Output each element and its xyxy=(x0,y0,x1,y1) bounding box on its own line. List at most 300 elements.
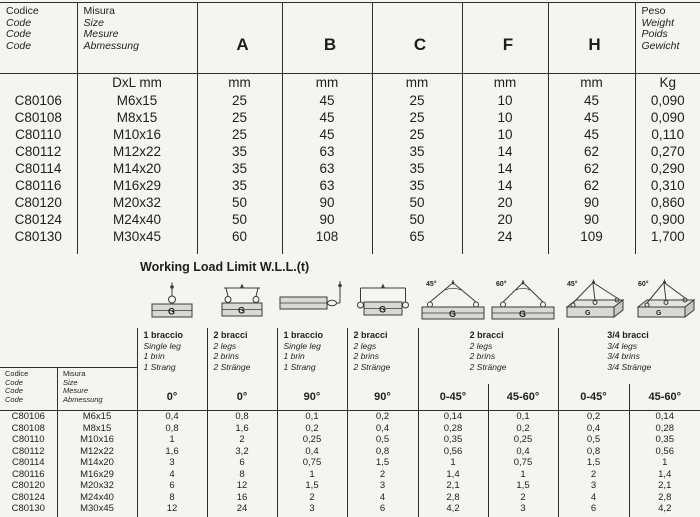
value-cell: 1 xyxy=(277,469,347,481)
value-cell: 0,1 xyxy=(488,411,558,423)
filler-cell xyxy=(77,245,197,254)
svg-text:G: G xyxy=(655,310,661,317)
size-cell: M30x45 xyxy=(57,503,137,515)
codice-header xyxy=(0,3,77,74)
value-cell: 14 xyxy=(462,160,548,177)
value-cell: 90 xyxy=(282,194,372,211)
table-row xyxy=(0,211,700,228)
size-cell: M10x16 xyxy=(77,126,197,143)
leg-label-6 xyxy=(558,328,700,384)
header-line: Code xyxy=(5,394,23,404)
value-cell: 4,2 xyxy=(418,503,488,515)
angle-header-cell: 90° xyxy=(277,384,347,411)
sling-single-leg-90deg-icon xyxy=(277,277,347,323)
value-cell: 2,8 xyxy=(629,492,700,504)
size-cell: M16x29 xyxy=(57,469,137,481)
value-cell: 1 xyxy=(629,457,700,469)
value-cell: 24 xyxy=(207,503,277,515)
table-filler-row xyxy=(0,245,700,254)
value-cell: 35 xyxy=(197,143,282,160)
units-empty-cell xyxy=(0,74,77,93)
value-cell: 0,270 xyxy=(635,143,700,160)
diagram-two-leg-45deg xyxy=(418,277,488,328)
header-line: Mesure xyxy=(83,28,119,40)
value-cell: 25 xyxy=(197,92,282,109)
value-cell: 2 xyxy=(277,492,347,504)
leg-label-3 xyxy=(277,328,347,384)
diagram-empty-cell xyxy=(0,277,137,328)
leg-label-1 xyxy=(137,328,207,384)
value-cell: 25 xyxy=(197,126,282,143)
wll-table xyxy=(0,277,700,517)
wll-diagram-row xyxy=(0,277,700,328)
header-line: 2 brins xyxy=(213,351,240,361)
value-cell: 3 xyxy=(137,457,207,469)
value-cell: 35 xyxy=(372,160,462,177)
value-cell: 35 xyxy=(197,160,282,177)
table-row xyxy=(0,411,700,423)
angle-header-cell: 90° xyxy=(347,384,418,411)
value-cell: 0,8 xyxy=(207,411,277,423)
value-cell: 1,5 xyxy=(558,457,629,469)
value-cell: 90 xyxy=(548,211,635,228)
value-cell: 50 xyxy=(197,194,282,211)
misura-header xyxy=(77,3,197,74)
value-cell: 45 xyxy=(548,92,635,109)
value-cell: 1 xyxy=(137,434,207,446)
header-line: 2 bracci xyxy=(353,330,388,340)
diagram-multi-leg-45deg xyxy=(558,277,629,328)
table-row xyxy=(0,228,700,245)
header-line: 1 braccio xyxy=(143,330,184,340)
column-header-a: A xyxy=(197,3,282,74)
dimension-table xyxy=(0,2,700,254)
code-cell: C80130 xyxy=(14,229,62,244)
code-cell: C80124 xyxy=(14,212,62,227)
value-cell: 1,5 xyxy=(277,480,347,492)
value-cell: 0,2 xyxy=(347,411,418,423)
value-cell: 3 xyxy=(488,503,558,515)
value-cell: 2,1 xyxy=(629,480,700,492)
svg-text:G: G xyxy=(449,309,457,319)
value-cell: 14 xyxy=(462,143,548,160)
value-cell: 0,2 xyxy=(277,423,347,435)
table-row xyxy=(0,126,700,143)
value-cell: 65 xyxy=(372,228,462,245)
value-cell: 0,090 xyxy=(635,109,700,126)
svg-text:G: G xyxy=(378,304,386,315)
header-line: Size xyxy=(83,16,104,29)
value-cell: 16 xyxy=(207,492,277,504)
header-line: Size xyxy=(63,377,78,387)
code-cell: C80116 xyxy=(15,178,62,193)
size-cell: M8x15 xyxy=(77,109,197,126)
filler-cell xyxy=(0,245,77,254)
value-cell: 0,35 xyxy=(418,434,488,446)
wll-title: Working Load Limit W.L.L.(t) xyxy=(140,260,310,274)
header-line: Codice xyxy=(6,5,39,17)
code-cell: C80108 xyxy=(14,110,62,125)
header-line: Misura xyxy=(63,369,86,378)
sling-multi-leg-60deg-icon xyxy=(630,277,700,323)
code-cell: C80114 xyxy=(11,457,45,468)
size-cell: M14x20 xyxy=(77,160,197,177)
units-mm-f: mm xyxy=(462,74,548,93)
value-cell: 0,8 xyxy=(347,446,418,458)
column-header-h: H xyxy=(548,3,635,74)
value-cell: 0,4 xyxy=(347,423,418,435)
value-cell: 2,8 xyxy=(418,492,488,504)
table-row xyxy=(0,503,700,515)
value-cell: 0,860 xyxy=(635,194,700,211)
column-header-b: B xyxy=(282,3,372,74)
value-cell: 3 xyxy=(277,503,347,515)
value-cell: 63 xyxy=(282,177,372,194)
value-cell: 0,28 xyxy=(418,423,488,435)
svg-text:45°: 45° xyxy=(426,281,437,288)
code-cell: C80110 xyxy=(11,434,45,445)
peso-header xyxy=(635,3,700,74)
size-cell: M20x32 xyxy=(77,194,197,211)
value-cell: 6 xyxy=(347,503,418,515)
angle-header-cell: 45-60° xyxy=(629,384,700,411)
table-row xyxy=(0,446,700,458)
value-cell: 0,56 xyxy=(629,446,700,458)
value-cell: 0,28 xyxy=(629,423,700,435)
code-cell: C80112 xyxy=(15,144,62,159)
value-cell: 0,8 xyxy=(558,446,629,458)
value-cell: 63 xyxy=(282,143,372,160)
header-line: Single leg xyxy=(143,340,181,351)
value-cell: 2 xyxy=(488,492,558,504)
value-cell: 6 xyxy=(207,457,277,469)
value-cell: 0,310 xyxy=(635,177,700,194)
value-cell: 50 xyxy=(372,194,462,211)
value-cell: 62 xyxy=(548,160,635,177)
value-cell: 0,25 xyxy=(277,434,347,446)
code-cell: C80120 xyxy=(11,480,45,491)
value-cell: 62 xyxy=(548,143,635,160)
header-line: Code xyxy=(5,386,23,395)
value-cell: 0,1 xyxy=(277,411,347,423)
angle-header-cell: 0-45° xyxy=(418,384,488,411)
value-cell: 4,2 xyxy=(629,503,700,515)
value-cell: 10 xyxy=(462,109,548,126)
leg-label-2 xyxy=(207,328,277,384)
header-line: Mesure xyxy=(63,386,89,395)
diagram-single-leg-90deg xyxy=(277,277,347,328)
leg-label-6-text xyxy=(607,330,651,372)
value-cell: 1 xyxy=(418,457,488,469)
header-line: Poids xyxy=(641,28,668,40)
table-row xyxy=(0,160,700,177)
sling-two-leg-0deg-icon xyxy=(207,277,277,323)
leg-label-5-text xyxy=(470,330,507,372)
table-row xyxy=(0,457,700,469)
value-cell: 4 xyxy=(137,469,207,481)
header-line: 2 Stränge xyxy=(469,361,507,372)
value-cell: 20 xyxy=(462,194,548,211)
size-cell: M8x15 xyxy=(57,423,137,435)
table-row xyxy=(0,109,700,126)
value-cell: 2 xyxy=(558,469,629,481)
value-cell: 4 xyxy=(558,492,629,504)
value-cell: 35 xyxy=(372,143,462,160)
size-cell: M6x15 xyxy=(57,411,137,423)
header-line: 2 bracci xyxy=(469,330,504,340)
value-cell: 0,2 xyxy=(488,423,558,435)
header-line: 2 bracci xyxy=(213,330,248,340)
size-cell: M20x32 xyxy=(57,480,137,492)
diagram-two-leg-60deg xyxy=(488,277,558,328)
size-cell: M10x16 xyxy=(57,434,137,446)
value-cell: 25 xyxy=(372,92,462,109)
header-line: Code xyxy=(6,28,32,40)
value-cell: 63 xyxy=(282,160,372,177)
svg-text:G: G xyxy=(168,306,176,317)
header-line: Single leg xyxy=(283,340,321,351)
wll-left-header xyxy=(0,328,137,411)
header-line: Code xyxy=(6,16,32,29)
code-cell: C80110 xyxy=(15,127,62,142)
value-cell: 3,2 xyxy=(207,446,277,458)
table-row xyxy=(0,92,700,109)
value-cell: 10 xyxy=(462,126,548,143)
value-cell: 0,8 xyxy=(137,423,207,435)
value-cell: 45 xyxy=(282,109,372,126)
filler-cell xyxy=(282,245,372,254)
angle-header-cell: 0° xyxy=(207,384,277,411)
units-mm-b: mm xyxy=(282,74,372,93)
sling-two-leg-60deg-icon xyxy=(488,277,558,323)
diagram-two-leg-0deg xyxy=(207,277,277,328)
svg-text:60°: 60° xyxy=(496,281,507,288)
filler-cell xyxy=(197,245,282,254)
value-cell: 1,4 xyxy=(418,469,488,481)
size-cell: M12x22 xyxy=(57,446,137,458)
angle-header-cell: 0-45° xyxy=(558,384,629,411)
dimension-table-header-row xyxy=(0,3,700,74)
value-cell: 0,75 xyxy=(277,457,347,469)
column-header-f: F xyxy=(462,3,548,74)
code-cell: C80106 xyxy=(11,411,45,422)
value-cell: 2,1 xyxy=(418,480,488,492)
table-row xyxy=(0,177,700,194)
header-line: Weight xyxy=(641,16,674,29)
header-line: Abmessung xyxy=(83,39,139,52)
units-mm-c: mm xyxy=(372,74,462,93)
value-cell: 0,4 xyxy=(277,446,347,458)
value-cell: 4 xyxy=(347,492,418,504)
value-cell: 0,5 xyxy=(558,434,629,446)
size-cell: M16x29 xyxy=(77,177,197,194)
value-cell: 6 xyxy=(558,503,629,515)
value-cell: 0,56 xyxy=(418,446,488,458)
diagram-single-leg-0deg xyxy=(137,277,207,328)
table-row xyxy=(0,469,700,481)
value-cell: 1,6 xyxy=(207,423,277,435)
sling-two-leg-90deg-icon xyxy=(348,277,418,323)
value-cell: 0,4 xyxy=(137,411,207,423)
value-cell: 8 xyxy=(207,469,277,481)
units-kg: Kg xyxy=(635,74,700,93)
diagram-two-leg-90deg xyxy=(347,277,418,328)
value-cell: 0,35 xyxy=(629,434,700,446)
column-header-c: C xyxy=(372,3,462,74)
units-mm-h: mm xyxy=(548,74,635,93)
header-line: 2 Stränge xyxy=(353,361,391,372)
code-cell: C80130 xyxy=(11,503,45,514)
value-cell: 62 xyxy=(548,177,635,194)
value-cell: 25 xyxy=(372,109,462,126)
code-cell: C80124 xyxy=(11,491,45,503)
code-cell: C80120 xyxy=(14,195,62,210)
value-cell: 0,75 xyxy=(488,457,558,469)
code-cell: C80108 xyxy=(11,422,45,434)
value-cell: 1,4 xyxy=(629,469,700,481)
header-line: 1 Strang xyxy=(283,361,316,372)
value-cell: 2 xyxy=(347,469,418,481)
header-line: 3/4 brins xyxy=(607,351,640,361)
table-row xyxy=(0,480,700,492)
value-cell: 0,110 xyxy=(635,126,700,143)
value-cell: 12 xyxy=(207,480,277,492)
value-cell: 1 xyxy=(488,469,558,481)
value-cell: 50 xyxy=(372,211,462,228)
units-dxl: DxL mm xyxy=(77,74,197,93)
table-row xyxy=(0,492,700,504)
value-cell: 14 xyxy=(462,177,548,194)
filler-cell xyxy=(462,245,548,254)
filler-cell xyxy=(548,245,635,254)
value-cell: 0,4 xyxy=(558,423,629,435)
value-cell: 35 xyxy=(372,177,462,194)
value-cell: 3 xyxy=(347,480,418,492)
filler-cell xyxy=(635,245,700,254)
size-cell: M6x15 xyxy=(77,92,197,109)
value-cell: 90 xyxy=(282,211,372,228)
size-cell: M30x45 xyxy=(77,228,197,245)
sling-two-leg-45deg-icon xyxy=(418,277,488,323)
svg-text:G: G xyxy=(584,310,590,317)
sling-multi-leg-45deg-icon xyxy=(559,277,629,323)
header-line: 3/4 Stränge xyxy=(607,361,652,372)
header-line: Abmessung xyxy=(63,394,103,404)
units-row xyxy=(0,74,700,93)
value-cell: 90 xyxy=(548,194,635,211)
value-cell: 50 xyxy=(197,211,282,228)
header-line: 1 brin xyxy=(283,351,305,361)
filler-cell xyxy=(372,245,462,254)
diagram-multi-leg-60deg xyxy=(629,277,700,328)
value-cell: 2 xyxy=(207,434,277,446)
value-cell: 45 xyxy=(548,109,635,126)
value-cell: 45 xyxy=(282,126,372,143)
angle-header-cell: 45-60° xyxy=(488,384,558,411)
header-line: Code xyxy=(5,377,23,387)
header-line: Gewicht xyxy=(641,39,680,52)
value-cell: 0,290 xyxy=(635,160,700,177)
value-cell: 25 xyxy=(197,109,282,126)
value-cell: 24 xyxy=(462,228,548,245)
value-cell: 0,2 xyxy=(558,411,629,423)
value-cell: 0,14 xyxy=(418,411,488,423)
value-cell: 25 xyxy=(372,126,462,143)
value-cell: 8 xyxy=(137,492,207,504)
value-cell: 0,25 xyxy=(488,434,558,446)
table-row xyxy=(0,434,700,446)
header-line: Misura xyxy=(83,5,116,17)
value-cell: 0,5 xyxy=(347,434,418,446)
header-line: Codice xyxy=(5,369,29,378)
value-cell: 0,4 xyxy=(488,446,558,458)
table-row xyxy=(0,194,700,211)
wll-codice-header xyxy=(0,368,57,410)
svg-text:G: G xyxy=(238,305,246,316)
header-line: 1 brin xyxy=(143,351,165,361)
header-line: Code xyxy=(6,39,32,52)
svg-text:60°: 60° xyxy=(637,281,649,288)
units-mm-a: mm xyxy=(197,74,282,93)
sling-single-leg-0deg-icon xyxy=(137,277,207,323)
value-cell: 60 xyxy=(197,228,282,245)
angle-header-cell: 0° xyxy=(137,384,207,411)
value-cell: 3 xyxy=(558,480,629,492)
header-line: 2 brins xyxy=(469,351,496,361)
wll-leg-label-row xyxy=(0,328,700,384)
header-line: 2 legs xyxy=(213,340,237,351)
code-cell: C80112 xyxy=(11,445,45,457)
value-cell: 0,090 xyxy=(635,92,700,109)
header-line: Peso xyxy=(641,5,666,17)
header-line: 2 Stränge xyxy=(213,361,251,372)
table-row xyxy=(0,423,700,435)
header-line: 3/4 legs xyxy=(607,340,638,351)
value-cell: 0,14 xyxy=(629,411,700,423)
size-cell: M24x40 xyxy=(57,492,137,504)
value-cell: 20 xyxy=(462,211,548,228)
value-cell: 1,6 xyxy=(137,446,207,458)
value-cell: 6 xyxy=(137,480,207,492)
value-cell: 1,700 xyxy=(635,228,700,245)
code-cell: C80106 xyxy=(14,93,62,108)
value-cell: 1,5 xyxy=(488,480,558,492)
size-cell: M12x22 xyxy=(77,143,197,160)
value-cell: 12 xyxy=(137,503,207,515)
leg-label-4 xyxy=(347,328,418,384)
value-cell: 35 xyxy=(197,177,282,194)
size-cell: M14x20 xyxy=(57,457,137,469)
value-cell: 1,5 xyxy=(347,457,418,469)
header-line: 3/4 bracci xyxy=(607,330,649,340)
value-cell: 109 xyxy=(548,228,635,245)
header-line: 2 legs xyxy=(469,340,493,351)
value-cell: 0,900 xyxy=(635,211,700,228)
header-line: 2 brins xyxy=(353,351,380,361)
value-cell: 10 xyxy=(462,92,548,109)
header-line: 1 braccio xyxy=(283,330,324,340)
value-cell: 108 xyxy=(282,228,372,245)
code-cell: C80116 xyxy=(11,468,45,480)
value-cell: 45 xyxy=(282,92,372,109)
header-line: 2 legs xyxy=(353,340,377,351)
svg-text:45°: 45° xyxy=(566,281,578,288)
code-cell: C80114 xyxy=(15,161,62,176)
wll-misura-header xyxy=(57,368,137,410)
table-row xyxy=(0,143,700,160)
value-cell: 45 xyxy=(548,126,635,143)
svg-text:G: G xyxy=(519,309,527,319)
